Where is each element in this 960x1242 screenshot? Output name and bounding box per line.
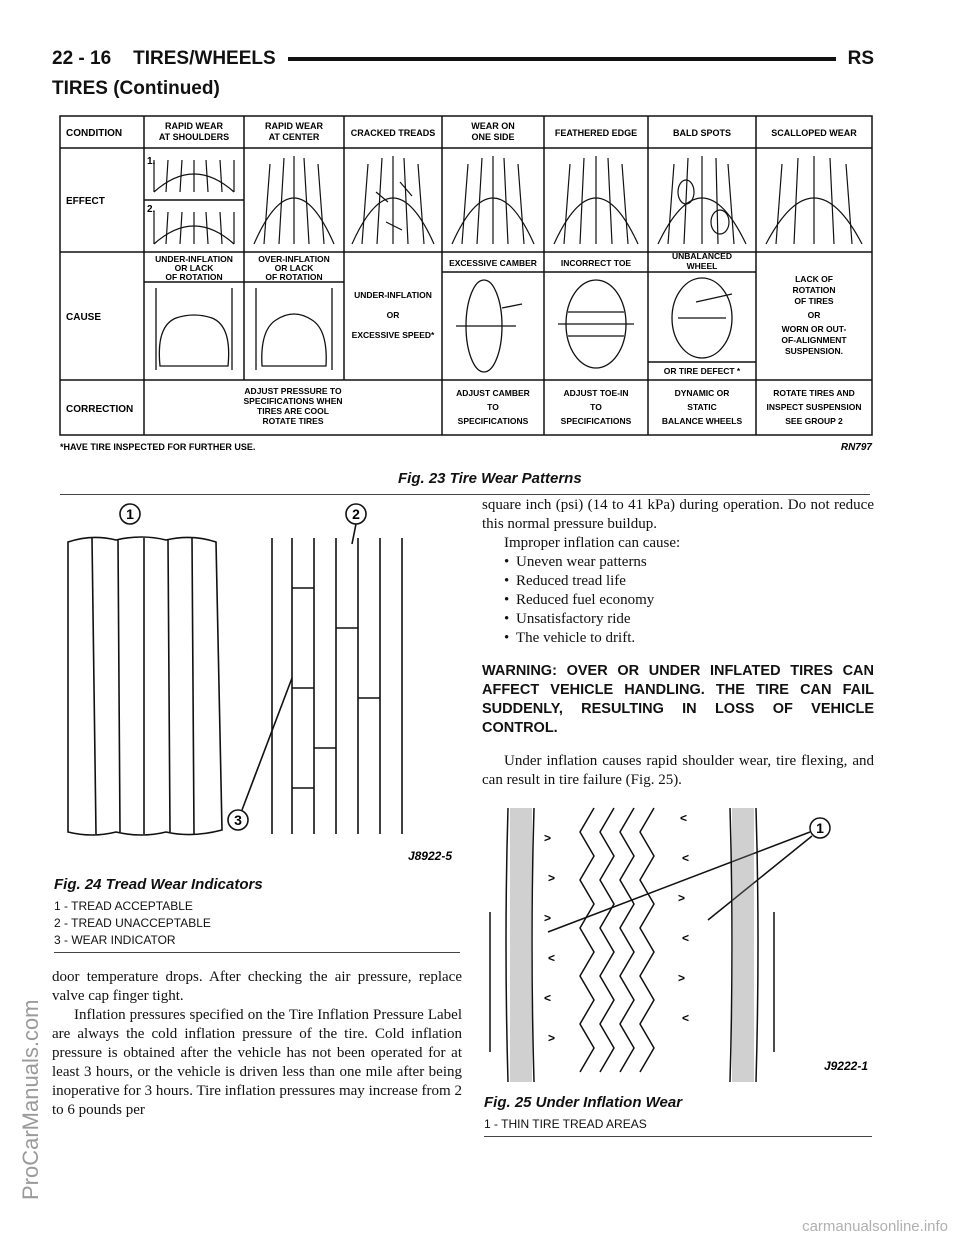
tread-wear-indicators-figure [52,498,464,870]
condition-1a: RAPID WEAR [165,121,223,131]
tread-block-marks [544,811,689,1045]
footer-watermark: carmanualsonline.info [802,1218,948,1235]
cause-b-1: OVER-INFLATION [258,254,330,264]
warning-text: WARNING: OVER OR UNDER INFLATED TIRES CAN AFFECT VEHICLE HANDLING. THE TIRE CAN FAIL SUDDENLY, RESULTING IN LOSS OF VEHICLE CONTROL. [482,663,874,736]
row-label-correction: CORRECTION [66,404,134,415]
model-code: RS [847,48,874,69]
svg-text:>: > [548,871,556,885]
header-rule [288,57,836,61]
condition-7: SCALLOPED WEAR [771,128,857,138]
cause-c-1: UNDER-INFLATION [354,290,432,300]
callout-1: 1 [126,506,134,522]
correction-e-1: ADJUST TOE-IN [563,388,629,398]
svg-text:>: > [678,891,686,905]
tire-wear-patterns-figure [56,112,876,457]
right-column [482,496,874,790]
list-item: • Reduced tread life [504,572,874,591]
cause-b-2: OR LACK [274,263,314,273]
callout-3: 3 [234,812,242,828]
svg-text:>: > [544,911,552,925]
list-item: • Uneven wear patterns [504,553,874,572]
fig25-callout-1: 1 [816,820,824,836]
legend-item: 3 - WEAR INDICATOR [54,933,176,947]
inflation-effects-list [482,553,874,648]
correction-f-3: BALANCE WHEELS [661,416,743,426]
row-label-condition: CONDITION [66,128,123,139]
side-watermark: ProCarManuals.com [18,999,43,1200]
continued-heading: TIRES (Continued) [52,78,220,99]
correction-g-1: ROTATE TIRES AND [773,388,855,398]
fig24-legend [54,898,211,949]
left-paragraph-2: Inflation pressures specified on the Tire Inflation Pressure Label are always the cold inflation pressure of the tire. Cold inflation pressure is obtained after the vehicle has not been operated for at least 3 hours, or the vehicle is driven less than one mile after being inoperative for 3 hours. Tire inflation pressures may increase from 2 to 6 pounds per [52,1007,462,1118]
fig25-code: J9222-1 [823,1059,868,1073]
fig25-caption: Fig. 25 Under Inflation Wear [484,1094,683,1111]
fig23-code: RN797 [840,442,872,453]
cause-e: INCORRECT TOE [560,258,632,268]
condition-5: FEATHERED EDGE [554,128,638,138]
cause-illustrations [156,278,732,372]
cause-f-1: UNBALANCED [672,251,732,261]
row-label-effect: EFFECT [66,196,105,207]
cause-c-3: EXCESSIVE SPEED* [351,330,435,340]
legend-item: 1 - TREAD ACCEPTABLE [54,899,193,913]
list-item: • Reduced fuel economy [504,591,874,610]
svg-text:<: < [548,951,556,965]
list-item: • Unsatisfactory ride [504,610,874,629]
fig23-caption: Fig. 23 Tire Wear Patterns [398,470,582,487]
legend-item: 1 - THIN TIRE TREAD AREAS [484,1117,647,1131]
cause-g-3: OF TIRES [794,296,834,306]
svg-text:>: > [678,971,686,985]
correction-a-4: ROTATE TIRES [262,416,324,426]
svg-text:>: > [544,831,552,845]
right-paragraph-1: square inch (psi) (14 to 41 kPa) during operation. Do not reduce this normal pressure buildup. [482,497,874,532]
svg-text:<: < [544,991,552,1005]
condition-1b: AT SHOULDERS [158,132,230,142]
fig24-code: J8922-5 [407,849,452,863]
cause-g-5: WORN OR OUT- [781,324,847,334]
svg-text:<: < [682,1011,690,1025]
correction-f-2: STATIC [687,402,717,412]
correction-e-2: TO [590,402,602,412]
cause-g-4: OR [807,310,821,320]
cause-f-3: OR TIRE DEFECT * [663,366,741,376]
correction-d-2: TO [487,402,499,412]
page-number: 22 - 16 [52,48,112,69]
svg-text:>: > [548,1031,556,1045]
correction-f-1: DYNAMIC OR [674,388,730,398]
correction-a-1: ADJUST PRESSURE TO [244,386,342,396]
list-item: • The vehicle to drift. [504,629,874,648]
condition-2a: RAPID WEAR [265,121,323,131]
correction-g-3: SEE GROUP 2 [785,416,843,426]
condition-2b: AT CENTER [268,132,320,142]
callout-2: 2 [352,506,360,522]
fig25-rule [484,1136,872,1137]
condition-4a: WEAR ON [471,121,515,131]
correction-g-2: INSPECT SUSPENSION [766,402,862,412]
section-title: TIRES/WHEELS [133,48,276,69]
cause-g-2: ROTATION [792,285,836,295]
fig23-rule [60,494,870,495]
cause-f-2: WHEEL [686,261,718,271]
fig24-caption: Fig. 24 Tread Wear Indicators [54,876,263,893]
condition-6: BALD SPOTS [672,128,732,138]
cause-a-1: UNDER-INFLATION [155,254,233,264]
condition-3: CRACKED TREADS [350,128,436,138]
svg-text:<: < [682,931,690,945]
fig25-legend [484,1116,647,1133]
fig24-rule [54,952,460,953]
right-paragraph-3: Under inflation causes rapid shoulder wear, tire flexing, and can result in tire failure (Fig. 25). [482,753,874,788]
left-column [52,968,462,1120]
effect-mark-1: 1. [147,156,156,167]
page-header [52,44,874,74]
condition-4b: ONE SIDE [471,132,515,142]
cause-b-3: OF ROTATION [265,272,323,282]
svg-text:<: < [682,851,690,865]
under-inflation-wear-figure [482,802,874,1090]
row-label-cause: CAUSE [66,312,102,323]
correction-a-3: TIRES ARE COOL [257,406,329,416]
fig23-footnote: *HAVE TIRE INSPECTED FOR FURTHER USE. [60,442,256,452]
cause-g-1: LACK OF [795,274,833,284]
cause-c-2: OR [386,310,400,320]
svg-text:<: < [680,811,688,825]
left-paragraph-1: door temperature drops. After checking the air pressure, replace valve cap finger tight. [52,969,462,1004]
cause-g-6: OF-ALIGNMENT [781,335,847,345]
correction-d-1: ADJUST CAMBER [456,388,530,398]
thin-tread-shading [510,808,754,1082]
cause-g-7: SUSPENSION. [784,346,844,356]
cause-a-3: OF ROTATION [165,272,223,282]
correction-e-3: SPECIFICATIONS [560,416,632,426]
cause-d: EXCESSIVE CAMBER [449,258,537,268]
cause-a-2: OR LACK [174,263,214,273]
legend-item: 2 - TREAD UNACCEPTABLE [54,916,211,930]
correction-a-2: SPECIFICATIONS WHEN [243,396,343,406]
effect-mark-2: 2. [147,204,156,215]
right-paragraph-2: Improper inflation can cause: [504,535,681,551]
correction-d-3: SPECIFICATIONS [457,416,529,426]
